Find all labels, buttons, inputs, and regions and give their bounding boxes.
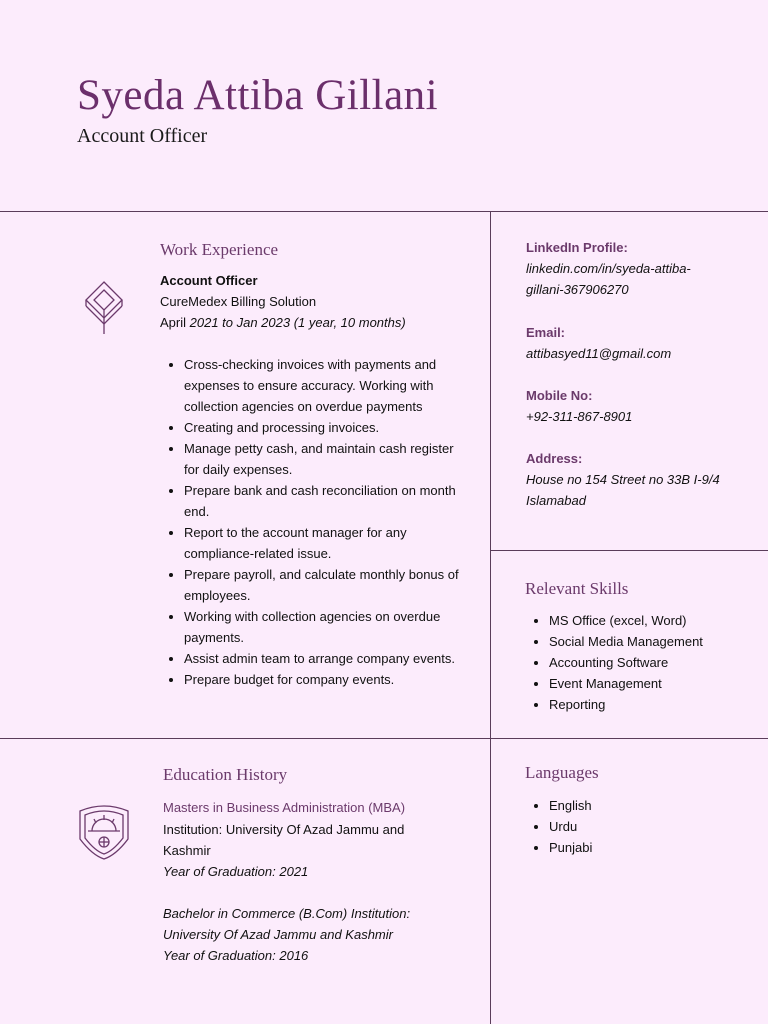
- list-item: Assist admin team to arrange company events.: [160, 648, 460, 669]
- degree-mba: Masters in Business Administration (MBA): [163, 800, 406, 815]
- work-experience-title: Work Experience: [160, 240, 279, 259]
- education-title: Education History: [163, 765, 288, 784]
- divider-vertical: [490, 211, 491, 1024]
- period-start: April: [160, 315, 190, 330]
- list-item: Prepare bank and cash reconciliation on month end.: [160, 480, 460, 522]
- list-item: Creating and processing invoices.: [160, 417, 460, 438]
- list-item: Prepare budget for company events.: [160, 669, 460, 690]
- candidate-name: Syeda Attiba Gillani: [77, 72, 439, 119]
- list-item: English: [525, 795, 725, 816]
- institution-mba: Institution: University Of Azad Jammu and Kashmir: [163, 822, 405, 858]
- shield-crest-icon: [77, 803, 131, 861]
- list-item: Punjabi: [525, 837, 725, 858]
- graduation-mba: Year of Graduation: 2021: [163, 864, 309, 879]
- linkedin-value[interactable]: linkedin.com/in/syeda-attiba-gillani-367906270: [526, 261, 691, 297]
- list-item: Prepare payroll, and calculate monthly bonus of employees.: [160, 564, 460, 606]
- list-item: MS Office (excel, Word): [525, 610, 755, 631]
- list-item: Report to the account manager for any compliance-related issue.: [160, 522, 460, 564]
- skills-title: Relevant Skills: [525, 579, 629, 598]
- mobile-label: Mobile No:: [526, 388, 593, 403]
- list-item: Social Media Management: [525, 631, 755, 652]
- list-item: Cross-checking invoices with payments and expenses to ensure accuracy. Working with collection agencies on overdue payments: [160, 354, 460, 417]
- email-label: Email:: [526, 325, 566, 340]
- skills-list: [525, 610, 755, 715]
- list-item: Urdu: [525, 816, 725, 837]
- diamond-briefcase-icon: [82, 280, 126, 336]
- work-responsibilities: [160, 354, 460, 690]
- address-label: Address:: [526, 451, 583, 466]
- employment-period: [160, 312, 406, 333]
- company-name: CureMedex Billing Solution: [160, 294, 317, 309]
- list-item: Working with collection agencies on overdue payments.: [160, 606, 460, 648]
- address-value: House no 154 Street no 33B I-9/4 Islamabad: [526, 472, 720, 508]
- divider-lower: [0, 738, 768, 739]
- candidate-role: Account Officer: [77, 125, 208, 147]
- divider-right-middle: [491, 550, 768, 551]
- list-item: Event Management: [525, 673, 755, 694]
- period-rest: 2021 to Jan 2023 (1 year, 10 months): [189, 315, 406, 330]
- languages-list: [525, 795, 725, 858]
- mobile-value[interactable]: +92-311-867-8901: [526, 409, 633, 424]
- graduation-bcom: Year of Graduation: 2016: [163, 948, 309, 963]
- job-title: Account Officer: [160, 273, 258, 288]
- degree-bcom: Bachelor in Commerce (B.Com) Institution: University Of Azad Jammu and Kashmir: [163, 906, 411, 942]
- linkedin-label: LinkedIn Profile:: [526, 240, 628, 255]
- list-item: Manage petty cash, and maintain cash register for daily expenses.: [160, 438, 460, 480]
- list-item: Accounting Software: [525, 652, 755, 673]
- list-item: Reporting: [525, 694, 755, 715]
- languages-title: Languages: [525, 763, 599, 782]
- email-value[interactable]: attibasyed11@gmail.com: [526, 346, 672, 361]
- divider-top: [0, 211, 768, 212]
